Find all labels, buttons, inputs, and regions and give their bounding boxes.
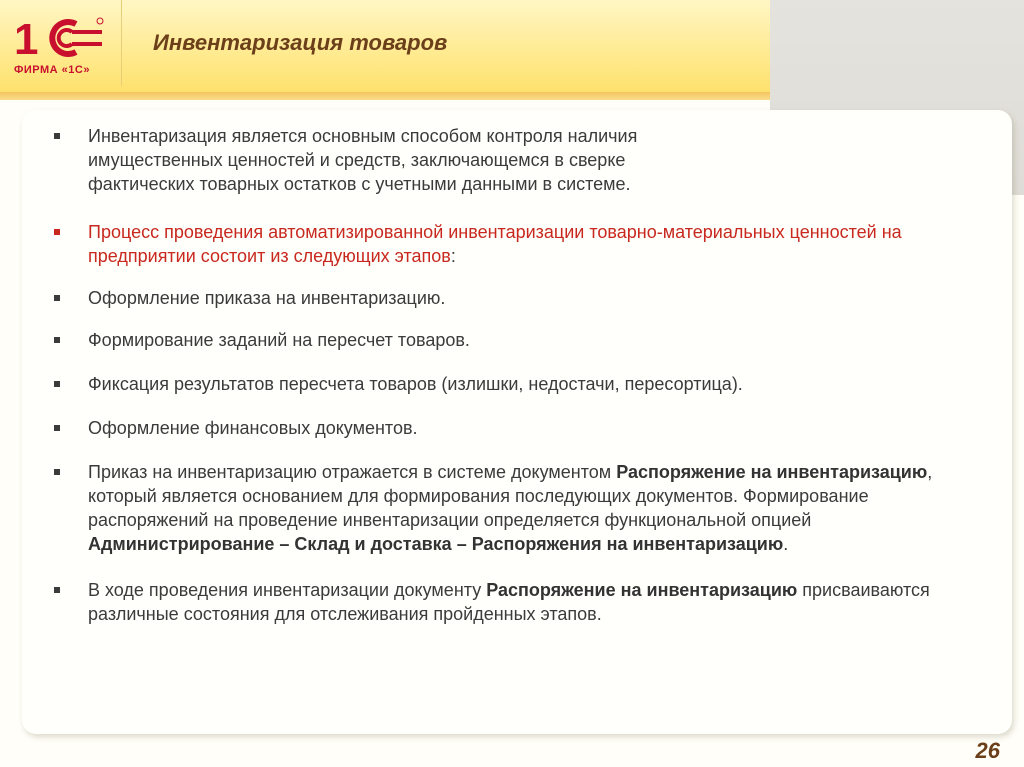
item-text: . <box>783 534 789 554</box>
bullet-list <box>48 124 978 626</box>
list-item <box>48 328 978 352</box>
bullet-icon <box>54 425 60 431</box>
item-text: , который является основанием для формирования последующих документов. Формирование распоряжений на проведение инвентаризации определяется функциональной опцией <box>88 462 933 530</box>
item-text: Инвентаризация является основным способом контроля наличия имущественных ценностей и средств, заключающемся в сверке фактических товарных остатков с учетными данными в системе. <box>88 126 638 194</box>
list-item <box>48 220 978 268</box>
1c-logo-icon <box>14 16 106 60</box>
page-title: Инвентаризация товаров <box>153 30 448 55</box>
logo-caption: ФИРМА «1С» <box>14 64 90 76</box>
item-text-highlighted: Процесс проведения автоматизированной инвентаризации товарно-материальных ценностей на предприятии состоит из следующих этапов <box>88 222 902 266</box>
bullet-icon <box>54 337 60 343</box>
bullet-icon <box>54 381 60 387</box>
company-logo <box>0 0 122 86</box>
item-text: Фиксация результатов пересчета товаров (излишки, недостачи, пересортица). <box>88 374 743 394</box>
list-item <box>48 578 978 626</box>
list-item <box>48 372 978 396</box>
list-item <box>48 416 978 440</box>
list-item <box>48 286 978 310</box>
bullet-icon <box>54 133 60 139</box>
list-item <box>48 124 728 196</box>
bullet-icon <box>54 229 60 235</box>
bullet-icon <box>54 587 60 593</box>
item-text-bold: Распоряжение на инвентаризацию <box>486 580 798 600</box>
list-item <box>48 460 978 556</box>
item-text: В ходе проведения инвентаризации документу <box>88 580 487 600</box>
item-text: Приказ на инвентаризацию отражается в системе документом <box>88 462 617 482</box>
svg-text:1: 1 <box>14 16 39 60</box>
item-text-bold: Распоряжение на инвентаризацию <box>616 462 928 482</box>
page-number: 26 <box>975 738 1000 763</box>
item-text: присваиваются различные состояния для отслеживания пройденных этапов. <box>88 580 930 624</box>
item-text-bold: Администрирование – Склад и доставка – Распоряжения на инвентаризацию <box>88 534 784 554</box>
item-text: Оформление приказа на инвентаризацию. <box>88 288 446 308</box>
item-text: Оформление финансовых документов. <box>88 418 418 438</box>
item-text: Формирование заданий на пересчет товаров. <box>88 330 470 350</box>
bullet-icon <box>54 295 60 301</box>
bullet-icon <box>54 469 60 475</box>
item-text: : <box>450 246 456 266</box>
